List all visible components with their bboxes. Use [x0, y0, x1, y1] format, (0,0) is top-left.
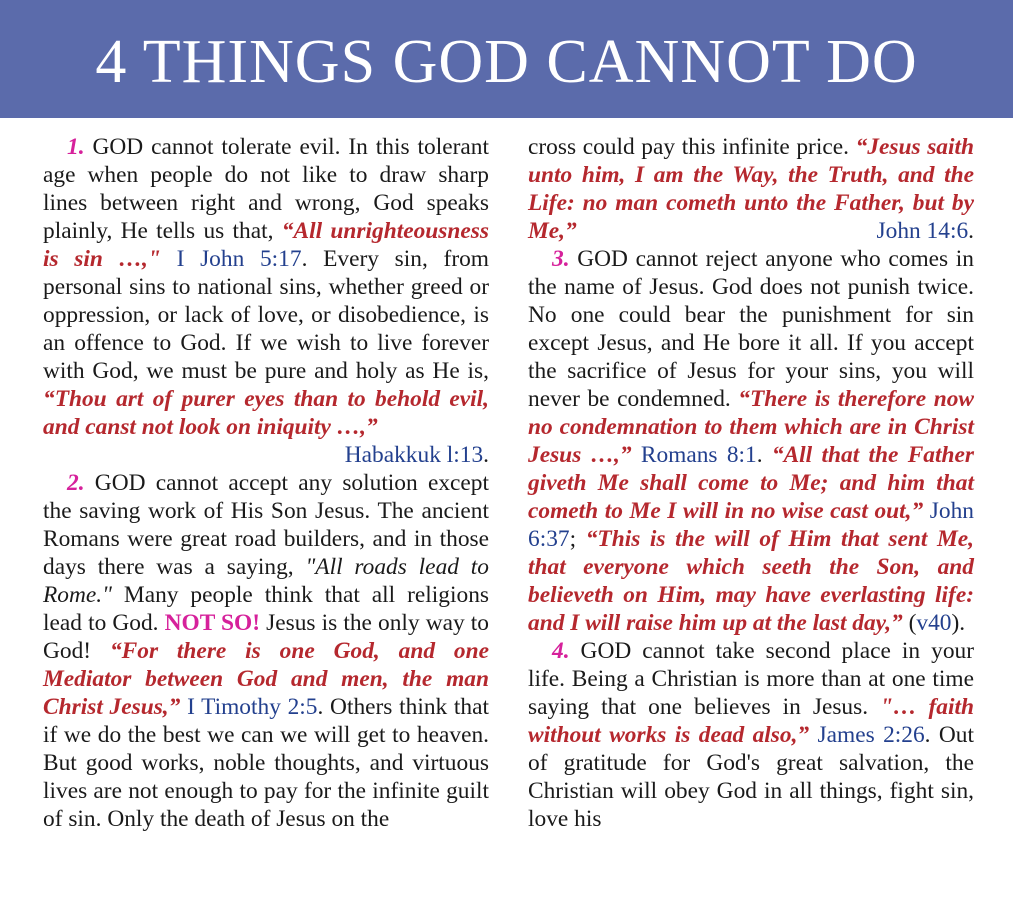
body-text: ).	[951, 610, 966, 636]
scripture-reference: John 6:37	[528, 498, 974, 552]
scripture-quote: “Thou art of purer eyes than to behold evil, and canst not look on iniquity	[43, 386, 489, 440]
point-number: 1.	[67, 134, 85, 160]
point-number: 3.	[552, 246, 570, 272]
page-title: 4 THINGS GOD CANNOT DO	[95, 27, 918, 96]
quote-ellipsis: …,"	[102, 246, 177, 272]
point-number: 4.	[552, 638, 570, 664]
body-text: GOD cannot reject anyone who comes in the name of Jesus. God does not punish twice. No one could bear the punishment for sin except Jesus, and He bore it all. If you accept the sacrifice of Jesus for your sins, you will never be condemned.	[528, 246, 974, 412]
scripture-quote: “All that the Father giveth Me shall come to Me; and him that cometh to Me I will in no wise cast out,”	[528, 442, 974, 524]
body-text: GOD cannot accept any solution except the saving work of His Son Jesus. The ancient Romans were great road builders, and in those days there was a saying,	[43, 470, 489, 580]
body-text: . Others think that if we do the best we can we will get to heaven. But good works, noble thoughts, and virtuous lives are not enough to pay for the infinite guilt of sin. Only the death of Jesus on the	[43, 694, 489, 832]
body-text: .	[756, 442, 772, 468]
body-text: .	[483, 442, 489, 468]
scripture-reference: James 2:26	[817, 722, 925, 748]
body-text: GOD cannot tolerate evil. In this tolerant age when people do not like to draw sharp lines between right and wrong, God speaks plainly, He tells us that,	[43, 134, 489, 244]
point-2-paragraph	[43, 469, 489, 833]
body-text	[809, 722, 817, 748]
point-2-continued	[528, 133, 974, 245]
body-text: . Out of gratitude for God's great salvation, the Christian will obey God in all things, fight sin, love his	[528, 722, 974, 832]
scripture-reference: Romans 8:1	[640, 442, 757, 468]
point-3-paragraph	[528, 245, 974, 637]
body-text: ;	[569, 526, 586, 552]
scripture-reference: Habakkuk l:13	[344, 442, 484, 468]
scripture-quote: “All unrighteousness is sin	[43, 218, 490, 272]
scripture-quote: "… faith without works is dead also,”	[528, 694, 974, 748]
title-banner	[0, 0, 1013, 118]
scripture-quote: “Jesus saith unto him, I am the Way, the Truth, and the Life: no man cometh unto the Father, but by Me,”	[528, 134, 975, 244]
emphasis-not-so: NOT SO!	[164, 610, 260, 636]
point-number: 2.	[67, 470, 85, 496]
scripture-reference: I John 5:17	[176, 246, 302, 272]
body-text: cross could pay this infinite price.	[528, 134, 856, 160]
body-text: GOD cannot take second place in your life. Being a Christian is more than at one time saying that one believes in Jesus.	[528, 638, 974, 720]
point-1-paragraph	[43, 133, 489, 469]
saying-quote: "All roads lead to Rome."	[43, 554, 489, 608]
quote-ellipsis: …,”	[330, 414, 378, 440]
right-column	[528, 133, 974, 833]
reference-line	[877, 217, 974, 245]
scripture-reference: I Timothy 2:5	[187, 694, 318, 720]
body-text: . Every sin, from personal sins to national sins, whether greed or oppression, or lack of love, or disobedience, is an offence to God. If we wish to live forever with God, we must be pure and holy as He is,	[43, 246, 489, 384]
body-text: Many people think that all religions lead to God.	[43, 582, 489, 636]
reference-line	[43, 441, 489, 469]
body-text: (	[902, 610, 917, 636]
body-text: Jesus is the only way to God!	[43, 610, 489, 664]
scripture-quote: “For there is one God, and one Mediator between God and men, the man Christ Jesus,”	[43, 638, 489, 720]
body-text	[923, 498, 930, 524]
left-column	[43, 133, 489, 833]
scripture-quote: “There is therefore now no condemnation to them which are in Christ Jesus	[528, 386, 975, 468]
quote-ellipsis: …,”	[581, 442, 641, 468]
body-text: .	[968, 218, 974, 244]
scripture-quote: “This is the will of Him that sent Me, that everyone which seeth the Son, and believeth on Him, may have everlasting life: and I will raise him up at the last day,”	[528, 526, 974, 636]
scripture-reference: v40	[916, 610, 952, 636]
point-4-paragraph	[528, 637, 974, 833]
scripture-reference: John 14:6	[876, 218, 969, 244]
